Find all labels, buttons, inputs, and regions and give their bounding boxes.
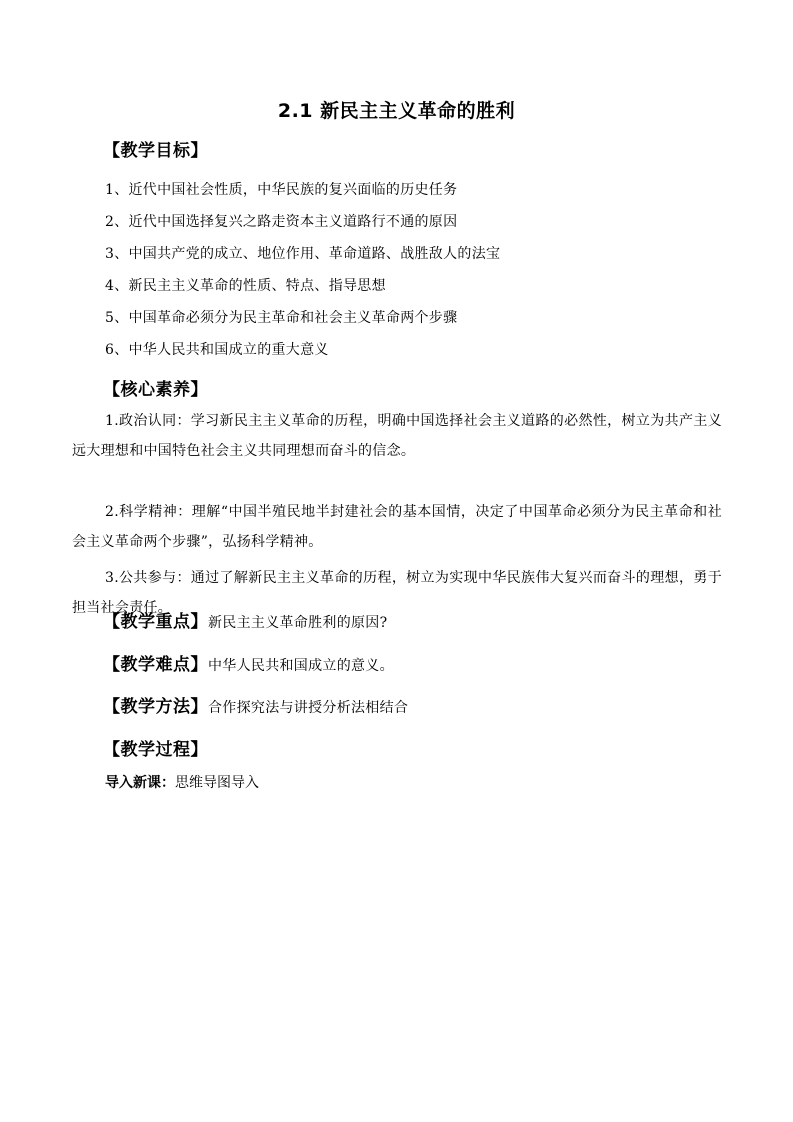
difficulty-label: 【教学难点】 [103, 655, 208, 675]
intro-line [105, 772, 259, 792]
literacy-paragraph-3: 3.公共参与：通过了解新民主主义革命的历程，树立为实现中华民族伟大复兴而奋斗的理想，勇于担当社会责任。 [72, 570, 722, 616]
objective-item-3: 3、中国共产党的成立、地位作用、革命道路、战胜敌人的法宝 [105, 246, 501, 262]
objective-item-4: 4、新民主主义革命的性质、特点、指导思想 [105, 278, 386, 294]
method-value: 合作探究法与讲授分析法相结合 [208, 700, 409, 716]
heading-process: 【教学过程】 [103, 740, 208, 760]
key-point-line [103, 607, 387, 632]
literacy-paragraph-2: 2.科学精神：理解“中国半殖民地半封建社会的基本国情，决定了中国革命必须分为民主革命和社会主义革命两个步骤”，弘扬科学精神。 [72, 504, 722, 550]
objective-item-5: 5、中国革命必须分为民主革命和社会主义革命两个步骤 [105, 310, 458, 326]
intro-label: 导入新课： [105, 775, 175, 791]
key-point-value: 新民主主义革命胜利的原因? [208, 615, 388, 631]
intro-value: 思维导图导入 [175, 775, 259, 791]
key-point-label: 【教学重点】 [103, 612, 208, 632]
method-line [103, 692, 408, 717]
objective-item-2: 2、近代中国选择复兴之路走资本主义道路行不通的原因 [105, 214, 458, 230]
heading-objectives: 【教学目标】 [103, 141, 208, 161]
literacy-paragraph-1: 1.政治认同：学习新民主主义革命的历程，明确中国选择社会主义道路的必然性，树立为共产主义远大理想和中国特色社会主义共同理想而奋斗的信念。 [72, 413, 722, 459]
difficulty-value: 中华人民共和国成立的意义。 [208, 658, 394, 674]
heading-literacy: 【核心素养】 [103, 380, 208, 400]
method-label: 【教学方法】 [103, 697, 208, 717]
page-title: 2.1 新民主主义革命的胜利 [277, 100, 516, 122]
objective-item-1: 1、近代中国社会性质，中华民族的复兴面临的历史任务 [105, 182, 458, 198]
objective-item-6: 6、中华人民共和国成立的重大意义 [105, 342, 329, 358]
difficulty-line [103, 650, 394, 675]
